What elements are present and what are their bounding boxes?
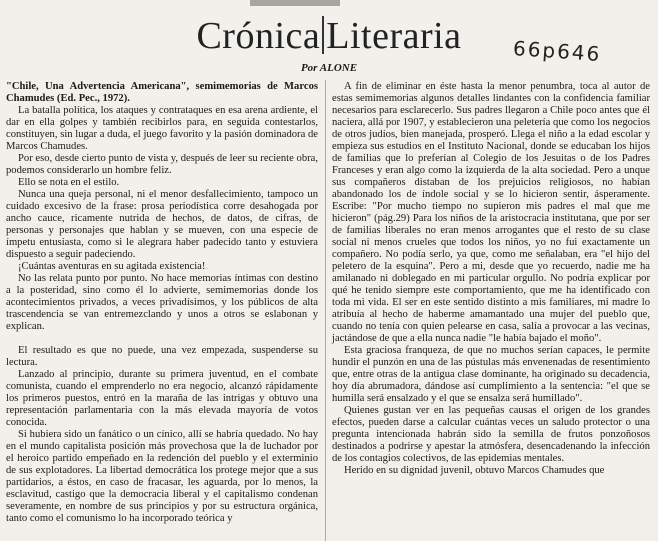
paragraph: Herido en su dignidad juvenil, obtuvo Marcos Chamudes que [344,465,605,476]
paragraph: El resultado es que no puede, una vez empezada, suspenderse su lectura. [6,345,318,368]
handwritten-note: 66p646 [512,36,603,67]
paragraph: La batalla política, los ataques y contrataques en esa arena ardiente, el dar en ella golpes y también recibirlos para, en seguida contestarlos, constituyen, sin lugar a duda, el juego favorito y la pasión dominadora de Marcos Chamudes. [6,105,318,152]
paragraph: Quienes gustan ver en las pequeñas causas el origen de los grandes efectos, pueden darse a calcular cuántas veces un saludo protector o una pregunta intencionada habrán sido la semilla de frutos ponzoñosos destinados a podrirse y apestar la atmósfera, desencadenando la infección de los contagios colectivos, de las epidemias mentales. [332,405,650,464]
title-separator [322,16,324,54]
paragraph: Nunca una queja personal, ni el menor desfallecimiento, tampoco un cuidado excesivo de la frase: prosa periodística corre desahogada por ancho cauce, ricamente nutrida de hechos, de datos, de cifras, de personas y personajes que hablan y se mueven, con una especie de ímpetu entusiasta, como si le alegrara haber padecido tanto y estuviera dispuesto a seguir padeciendo. [6,189,318,260]
paragraph: Si hubiera sido un fanático o un cínico, allí se habría quedado. No hay en el mundo capitalista posición más provechosa que la de luchador por el heroico partido empeñado en la redención del pueblo y el exterminio de sus explotadores. La libertad democrática los protege mejor que a sus partidarios, a éstos, en caso de fracasar, les aguarda, por lo menos, la esclavitud, castigo que la democracia liberal y el capitalismo condenan severamente, en nombre de sus principios y por su estructura orgánica, tanto como el comunismo lo ha incorporado teórica y [6,429,318,524]
paragraph: No las relata punto por punto. No hace memorias íntimas con destino a la posteridad, sino como él lo advierte, semimemorias donde los acontecimientos privados, a veces privadísimos, y los públicos de alta trascendencia se van entremezclando y unos a otros se eslabonan y explican. [6,273,318,332]
title-left: Crónica [196,15,321,57]
paragraph: Por eso, desde cierto punto de vista y, después de leer su reciente obra, podemos considerarlo un hombre feliz. [6,153,318,176]
right-column [332,81,650,477]
paragraph: A fin de eliminar en éste hasta la menor penumbra, toca al autor de estas semimemorias algunos detalles lindantes con la confidencia familiar necesarios para esclarecerlo. Sus padres llegaron a Chile poco antes que él naciera, allá por 1907, y establecieron una peletería que como los negocios de otros judíos, bien manejada, prosperó. Llega el niño a la edad escolar y empieza sus estudios en el Instituto Nacional, donde se educaban los hijos de familias que lo preferían al Colegio de los Jesuitas o de los Padres Franceses y eran algo como la izquierda de la alta sociedad. Pero a unque sus compañeros distaban de los prejuicios religiosos, no habían abandonado los de índole social y se lo hicieron sentir, ásperamente. Escribe: "Por mucho tiempo no supieron mis padres el mal que me hicieron" (pág.29) Para los niños de la aristocracia institutana, que por ser de familias liberales no eran menos arrogantes que el resto de su clase social ni menos crueles que todos los niños, yo no fui exactamente un compañero. No podía serlo, ya que, como me señalaban, era "el hijo del peletero de la esquina". Pero a mi, desde que yo recuerdo, nadie me ha amilanado ni doblegado en mi particular orgullo. No podría explicar por qué he tenido siempre este comportamiento, que me ha identificado con toda mi vida. El ser en este sentido distinto a mis familiares, mi madre lo atribuía al hecho de haberme amamantado una mujer del pueblo que, cuando no tenía con quien pelearse en casa, salía a provocar a las vecinas, jactándose de que a ella nunca nadie "le había bajado el moño". [332,81,650,344]
paragraph: Lanzado al principio, durante su primera juventud, en el combate comunista, cuando el emprenderlo no era negocio, alcanzó rápidamente los primeros puestos, entró en la maraña de las intrigas y obtuvo una representación parlamentaria con la más elevada mayoría de votos conocida. [6,369,318,428]
column-divider [325,80,326,541]
paragraph: Esta graciosa franqueza, de que no muchos serían capaces, le permite hundir el punzón en una de las pústulas más envenenadas de resentimiento que, entre otras de la antigua clase dominante, ha originado su decadencia, hoy día abrumadora, dándose así cumplimiento a la sentencia: "el que se humilla será ensalzado y el que se ensalza será humillado". [332,345,650,404]
print-smudge [250,0,340,6]
author-byline: Por ALONE [300,62,358,74]
left-column [6,81,318,525]
article-headline: "Chile, Una Advertencia Americana", semimemorias de Marcos Chamudes (Ed. Pec., 1972). [6,81,318,104]
paragraph: Ello se nota en el estilo. [18,177,120,188]
paragraph: ¡Cuántas aventuras en su agitada existencia! [18,261,206,272]
title-right: Literaria [326,15,462,57]
